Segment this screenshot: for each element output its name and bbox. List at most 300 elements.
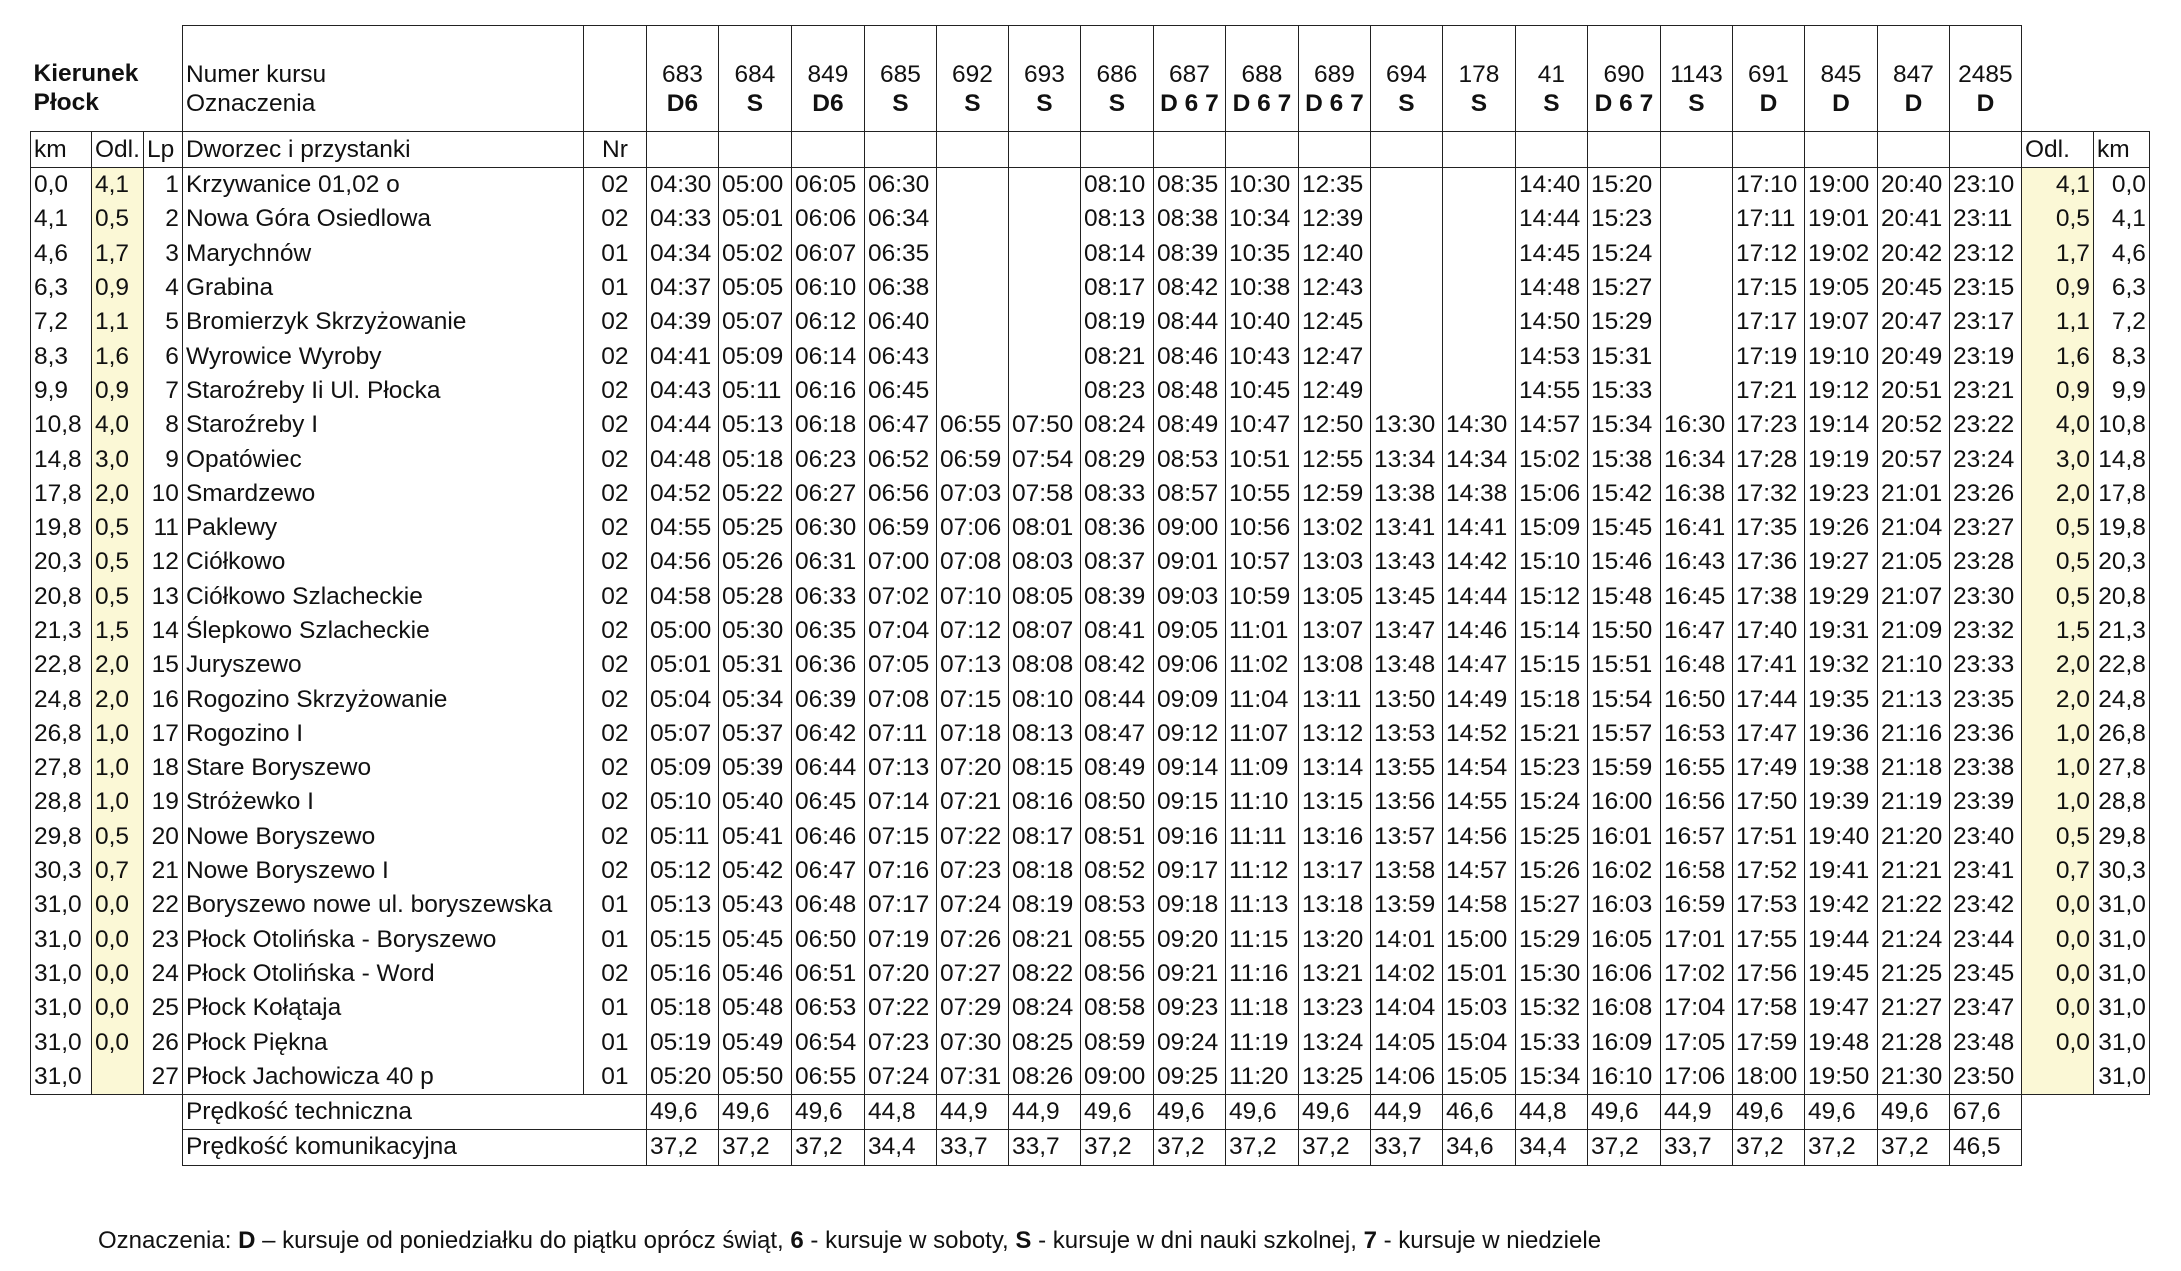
- departure-time: 10:47: [1225, 408, 1298, 442]
- departure-time: 19:14: [1804, 408, 1877, 442]
- departure-time: 13:15: [1298, 785, 1370, 819]
- course-marking: D: [1976, 89, 1995, 117]
- departure-time: 05:22: [718, 477, 791, 511]
- departure-time: 19:10: [1804, 339, 1877, 373]
- departure-time: 06:43: [864, 339, 936, 373]
- course-marking: S: [1470, 89, 1488, 117]
- speed-technical-label: Prędkość techniczna: [182, 1095, 646, 1130]
- departure-time: 13:56: [1370, 785, 1442, 819]
- stop-km: 31,0: [31, 991, 92, 1025]
- departure-time: 06:47: [791, 854, 864, 888]
- departure-time: 06:59: [936, 442, 1008, 476]
- stop-lp: 1: [143, 168, 182, 203]
- departure-time: 08:41: [1080, 614, 1153, 648]
- departure-time: 13:21: [1298, 957, 1370, 991]
- course-header: [1080, 26, 1153, 132]
- stop-km: 24,8: [31, 682, 92, 716]
- markings-label: Oznaczenia: [185, 89, 316, 117]
- stop-row: [31, 682, 2150, 716]
- departure-time: 13:12: [1298, 717, 1370, 751]
- course-column-blank: [1370, 132, 1442, 168]
- col-km: km: [31, 132, 92, 168]
- departure-time: 14:01: [1370, 923, 1442, 957]
- departure-time: 09:24: [1153, 1025, 1225, 1059]
- departure-time: 09:17: [1153, 854, 1225, 888]
- departure-time: 14:56: [1442, 820, 1515, 854]
- stop-km-right: 24,8: [2093, 682, 2149, 716]
- stop-lp: 5: [143, 305, 182, 339]
- departure-time: 17:53: [1732, 888, 1804, 922]
- stop-distance: 0,5: [92, 820, 144, 854]
- departure-time: 16:41: [1660, 511, 1732, 545]
- departure-time: 07:19: [864, 923, 936, 957]
- departure-time: 05:11: [646, 820, 718, 854]
- departure-time: 23:24: [1949, 442, 2021, 476]
- timetable: [30, 25, 2150, 1166]
- departure-time: 21:24: [1877, 923, 1949, 957]
- stop-km: 31,0: [31, 1060, 92, 1095]
- stop-distance: 0,9: [92, 271, 144, 305]
- departure-time: 13:25: [1298, 1060, 1370, 1095]
- departure-time: 17:28: [1732, 442, 1804, 476]
- course-header: [1153, 26, 1225, 132]
- course-column-blank: [1008, 132, 1080, 168]
- departure-time: 13:23: [1298, 991, 1370, 1025]
- departure-time: 07:20: [864, 957, 936, 991]
- departure-time: 16:30: [1660, 408, 1732, 442]
- course-number: 689: [1313, 60, 1355, 88]
- stop-distance: 2,0: [92, 682, 144, 716]
- stop-distance-right: 0,5: [2021, 202, 2093, 236]
- departure-time: 05:13: [718, 408, 791, 442]
- departure-time: 14:40: [1515, 168, 1587, 203]
- course-column-blank: [1949, 132, 2021, 168]
- departure-time: 16:34: [1660, 442, 1732, 476]
- stop-lp: 19: [143, 785, 182, 819]
- speed-technical-value: 49,6: [791, 1095, 864, 1130]
- stop-km: 9,9: [31, 374, 92, 408]
- departure-time: 07:13: [864, 751, 936, 785]
- departure-time: 05:25: [718, 511, 791, 545]
- departure-time: 14:41: [1442, 511, 1515, 545]
- stop-km: 31,0: [31, 888, 92, 922]
- departure-time: 08:35: [1153, 168, 1225, 203]
- col-lp: Lp: [143, 132, 182, 168]
- departure-time: 07:23: [864, 1025, 936, 1059]
- stop-km: 28,8: [31, 785, 92, 819]
- stop-distance-right: 1,0: [2021, 751, 2093, 785]
- course-number: 694: [1385, 60, 1427, 88]
- departure-time: 05:37: [718, 717, 791, 751]
- departure-time: 17:58: [1732, 991, 1804, 1025]
- stop-distance: [92, 1060, 144, 1095]
- departure-time: 06:55: [936, 408, 1008, 442]
- stop-row: [31, 408, 2150, 442]
- departure-time: 13:11: [1298, 682, 1370, 716]
- stop-distance-right: 0,0: [2021, 1025, 2093, 1059]
- stop-distance-right: 2,0: [2021, 477, 2093, 511]
- departure-time: 17:49: [1732, 751, 1804, 785]
- departure-time: 16:48: [1660, 648, 1732, 682]
- col-stops: Dworzec i przystanki: [182, 132, 583, 168]
- stop-row: [31, 751, 2150, 785]
- departure-time: 12:43: [1298, 271, 1370, 305]
- departure-time: 21:07: [1877, 580, 1949, 614]
- departure-time: 21:28: [1877, 1025, 1949, 1059]
- speed-technical-value: 44,9: [1008, 1095, 1080, 1130]
- departure-time: 17:23: [1732, 408, 1804, 442]
- stop-km-right: 14,8: [2093, 442, 2149, 476]
- departure-time: 21:25: [1877, 957, 1949, 991]
- stop-distance-right: 1,6: [2021, 339, 2093, 373]
- stop-distance-right: 0,5: [2021, 545, 2093, 579]
- stop-distance: 0,5: [92, 545, 144, 579]
- stop-distance-right: 1,7: [2021, 237, 2093, 271]
- departure-time: 10:45: [1225, 374, 1298, 408]
- departure-time: 14:48: [1515, 271, 1587, 305]
- speed-communication-value: 37,2: [1153, 1130, 1225, 1165]
- stop-row: [31, 888, 2150, 922]
- departure-time: [1370, 305, 1442, 339]
- course-marking: D: [1759, 89, 1778, 117]
- course-number: 1143: [1670, 60, 1723, 88]
- stop-row: [31, 442, 2150, 476]
- departure-time: 16:50: [1660, 682, 1732, 716]
- direction-cell: [31, 26, 183, 132]
- stop-nr: 01: [583, 923, 646, 957]
- course-column-blank: [791, 132, 864, 168]
- departure-time: 19:12: [1804, 374, 1877, 408]
- departure-time: [1370, 339, 1442, 373]
- departure-time: 04:58: [646, 580, 718, 614]
- speed-communication-value: 33,7: [1370, 1130, 1442, 1165]
- departure-time: 05:49: [718, 1025, 791, 1059]
- course-marking: S: [1108, 89, 1126, 117]
- stop-km: 26,8: [31, 717, 92, 751]
- stop-row: [31, 923, 2150, 957]
- stop-nr: 02: [583, 305, 646, 339]
- departure-time: 15:00: [1442, 923, 1515, 957]
- departure-time: 23:11: [1949, 202, 2021, 236]
- departure-time: 11:20: [1225, 1060, 1298, 1095]
- stop-nr: 02: [583, 820, 646, 854]
- stop-name: Płock Piękna: [182, 1025, 583, 1059]
- stop-distance: 4,0: [92, 408, 144, 442]
- stop-km: 8,3: [31, 339, 92, 373]
- departure-time: 07:22: [936, 820, 1008, 854]
- departure-time: 13:57: [1370, 820, 1442, 854]
- stop-km: 10,8: [31, 408, 92, 442]
- departure-time: 17:47: [1732, 717, 1804, 751]
- departure-time: 14:58: [1442, 888, 1515, 922]
- departure-time: 20:57: [1877, 442, 1949, 476]
- stop-name: Ciółkowo: [182, 545, 583, 579]
- departure-time: 07:03: [936, 477, 1008, 511]
- departure-time: 20:52: [1877, 408, 1949, 442]
- stop-lp: 12: [143, 545, 182, 579]
- departure-time: 05:26: [718, 545, 791, 579]
- departure-time: 20:49: [1877, 339, 1949, 373]
- stop-name: Paklewy: [182, 511, 583, 545]
- course-marking: S: [964, 89, 981, 117]
- course-column-blank: [1804, 132, 1877, 168]
- speed-right-blank: [2021, 1095, 2149, 1130]
- departure-time: 06:51: [791, 957, 864, 991]
- departure-time: 08:51: [1080, 820, 1153, 854]
- departure-time: 05:50: [718, 1060, 791, 1095]
- departure-time: 05:13: [646, 888, 718, 922]
- departure-time: 23:44: [1949, 923, 2021, 957]
- course-number: 685: [879, 60, 921, 88]
- departure-time: 13:16: [1298, 820, 1370, 854]
- course-column-blank: [1877, 132, 1949, 168]
- departure-time: 13:05: [1298, 580, 1370, 614]
- stop-distance-right: 0,0: [2021, 923, 2093, 957]
- stop-distance-right: 4,1: [2021, 168, 2093, 203]
- departure-time: 06:33: [791, 580, 864, 614]
- stop-row: [31, 648, 2150, 682]
- departure-time: 17:04: [1660, 991, 1732, 1025]
- departure-time: 07:27: [936, 957, 1008, 991]
- stop-nr: 01: [583, 991, 646, 1025]
- departure-time: 16:43: [1660, 545, 1732, 579]
- legend-prefix: Oznaczenia:: [98, 1227, 239, 1254]
- departure-time: 09:06: [1153, 648, 1225, 682]
- departure-time: [936, 305, 1008, 339]
- departure-time: 23:39: [1949, 785, 2021, 819]
- departure-time: 09:16: [1153, 820, 1225, 854]
- departure-time: 15:27: [1515, 888, 1587, 922]
- departure-time: 07:54: [1008, 442, 1080, 476]
- legend-d-code: D: [238, 1227, 256, 1254]
- stop-distance: 0,0: [92, 888, 144, 922]
- departure-time: 07:24: [936, 888, 1008, 922]
- departure-time: 07:13: [936, 648, 1008, 682]
- departure-time: 16:06: [1587, 957, 1660, 991]
- stop-lp: 23: [143, 923, 182, 957]
- departure-time: 06:06: [791, 202, 864, 236]
- speed-communication-value: 46,5: [1949, 1130, 2021, 1165]
- stop-km-right: 4,1: [2093, 202, 2149, 236]
- departure-time: 19:41: [1804, 854, 1877, 888]
- stop-nr: 02: [583, 511, 646, 545]
- stop-km: 6,3: [31, 271, 92, 305]
- departure-time: 07:15: [936, 682, 1008, 716]
- departure-time: 07:06: [936, 511, 1008, 545]
- stop-nr: 01: [583, 237, 646, 271]
- stop-row: [31, 820, 2150, 854]
- departure-time: 14:49: [1442, 682, 1515, 716]
- stop-distance-right: 3,0: [2021, 442, 2093, 476]
- departure-time: 11:11: [1225, 820, 1298, 854]
- departure-time: 05:48: [718, 991, 791, 1025]
- departure-time: 10:34: [1225, 202, 1298, 236]
- departure-time: 20:42: [1877, 237, 1949, 271]
- departure-time: 16:38: [1660, 477, 1732, 511]
- departure-time: 19:36: [1804, 717, 1877, 751]
- departure-time: 17:41: [1732, 648, 1804, 682]
- departure-time: 10:56: [1225, 511, 1298, 545]
- course-marking: D: [1904, 89, 1923, 117]
- stop-distance-right: 2,0: [2021, 682, 2093, 716]
- departure-time: 17:19: [1732, 339, 1804, 373]
- departure-time: 11:07: [1225, 717, 1298, 751]
- stop-lp: 24: [143, 957, 182, 991]
- departure-time: 07:16: [864, 854, 936, 888]
- departure-time: 23:22: [1949, 408, 2021, 442]
- stop-name: Marychnów: [182, 237, 583, 271]
- course-marking: D6: [666, 89, 699, 117]
- departure-time: [1442, 237, 1515, 271]
- stop-km: 19,8: [31, 511, 92, 545]
- legend-s-text: - kursuje w dni nauki szkolnej,: [1031, 1227, 1364, 1254]
- departure-time: 09:25: [1153, 1060, 1225, 1095]
- stop-lp: 3: [143, 237, 182, 271]
- departure-time: 09:12: [1153, 717, 1225, 751]
- stop-distance: 4,1: [92, 168, 144, 203]
- stop-row: [31, 339, 2150, 373]
- departure-time: 19:00: [1804, 168, 1877, 203]
- speed-technical-value: 49,6: [1225, 1095, 1298, 1130]
- departure-time: 21:21: [1877, 854, 1949, 888]
- departure-time: 21:19: [1877, 785, 1949, 819]
- departure-time: 16:55: [1660, 751, 1732, 785]
- departure-time: 06:07: [791, 237, 864, 271]
- course-marking: S: [1036, 89, 1053, 117]
- departure-time: 23:21: [1949, 374, 2021, 408]
- course-column-blank: [864, 132, 936, 168]
- departure-time: 09:23: [1153, 991, 1225, 1025]
- departure-time: 21:10: [1877, 648, 1949, 682]
- stop-row: [31, 854, 2150, 888]
- departure-time: 13:55: [1370, 751, 1442, 785]
- departure-time: 08:25: [1008, 1025, 1080, 1059]
- stop-km: 30,3: [31, 854, 92, 888]
- course-header: [646, 26, 718, 132]
- stop-km-right: 26,8: [2093, 717, 2149, 751]
- departure-time: 08:10: [1008, 682, 1080, 716]
- stop-km-right: 21,3: [2093, 614, 2149, 648]
- departure-time: 13:08: [1298, 648, 1370, 682]
- departure-time: [936, 271, 1008, 305]
- departure-time: 06:50: [791, 923, 864, 957]
- departure-time: 07:29: [936, 991, 1008, 1025]
- departure-time: 12:55: [1298, 442, 1370, 476]
- departure-time: 06:54: [791, 1025, 864, 1059]
- stop-nr: 02: [583, 648, 646, 682]
- header-right-blank: [2021, 26, 2149, 132]
- departure-time: 13:50: [1370, 682, 1442, 716]
- departure-time: 11:16: [1225, 957, 1298, 991]
- departure-time: 13:48: [1370, 648, 1442, 682]
- departure-time: 13:14: [1298, 751, 1370, 785]
- departure-time: 19:23: [1804, 477, 1877, 511]
- departure-time: 23:36: [1949, 717, 2021, 751]
- departure-time: 07:05: [864, 648, 936, 682]
- departure-time: 15:57: [1587, 717, 1660, 751]
- stop-km-right: 30,3: [2093, 854, 2149, 888]
- course-header: [1442, 26, 1515, 132]
- speed-technical-value: 44,9: [936, 1095, 1008, 1130]
- legend-d-text: – kursuje od poniedziałku do piątku oprócz świąt,: [255, 1227, 791, 1254]
- departure-time: 15:14: [1515, 614, 1587, 648]
- departure-time: 09:00: [1153, 511, 1225, 545]
- speed-communication-value: 34,6: [1442, 1130, 1515, 1165]
- stop-distance: 0,5: [92, 202, 144, 236]
- speed-technical-value: 44,8: [864, 1095, 936, 1130]
- speed-communication-value: 34,4: [864, 1130, 936, 1165]
- departure-time: 08:16: [1008, 785, 1080, 819]
- departure-time: 23:30: [1949, 580, 2021, 614]
- departure-time: 08:03: [1008, 545, 1080, 579]
- departure-time: 15:15: [1515, 648, 1587, 682]
- departure-time: 08:13: [1080, 202, 1153, 236]
- departure-time: 16:58: [1660, 854, 1732, 888]
- departure-time: 08:44: [1080, 682, 1153, 716]
- departure-time: 06:52: [864, 442, 936, 476]
- departure-time: 08:39: [1080, 580, 1153, 614]
- departure-time: 16:05: [1587, 923, 1660, 957]
- col-odl-right: Odl.: [2021, 132, 2093, 168]
- course-column-blank: [936, 132, 1008, 168]
- departure-time: 08:29: [1080, 442, 1153, 476]
- departure-time: 23:19: [1949, 339, 2021, 373]
- departure-time: [1442, 202, 1515, 236]
- departure-time: 05:46: [718, 957, 791, 991]
- departure-time: [1008, 237, 1080, 271]
- course-number: 849: [807, 60, 849, 88]
- departure-time: 06:18: [791, 408, 864, 442]
- departure-time: 08:33: [1080, 477, 1153, 511]
- departure-time: 14:02: [1370, 957, 1442, 991]
- departure-time: 23:26: [1949, 477, 2021, 511]
- course-header: [1225, 26, 1298, 132]
- stop-nr: 02: [583, 854, 646, 888]
- course-header: [718, 26, 791, 132]
- stop-distance-right: 1,1: [2021, 305, 2093, 339]
- departure-time: 15:29: [1515, 923, 1587, 957]
- departure-time: 08:53: [1153, 442, 1225, 476]
- departure-time: 11:09: [1225, 751, 1298, 785]
- departure-time: 15:48: [1587, 580, 1660, 614]
- stop-nr: 02: [583, 785, 646, 819]
- departure-time: 17:50: [1732, 785, 1804, 819]
- stop-name: Stróżewko I: [182, 785, 583, 819]
- departure-time: 08:08: [1008, 648, 1080, 682]
- course-marking: D 6 7: [1305, 89, 1364, 117]
- speed-communication-value: 37,2: [791, 1130, 864, 1165]
- course-column-blank: [1587, 132, 1660, 168]
- departure-time: 05:39: [718, 751, 791, 785]
- departure-time: 21:16: [1877, 717, 1949, 751]
- departure-time: [1660, 202, 1732, 236]
- departure-time: 04:48: [646, 442, 718, 476]
- departure-time: 13:34: [1370, 442, 1442, 476]
- departure-time: 17:11: [1732, 202, 1804, 236]
- legend-seven-code: 7: [1363, 1227, 1377, 1254]
- departure-time: 17:59: [1732, 1025, 1804, 1059]
- departure-time: 07:04: [864, 614, 936, 648]
- stop-km: 27,8: [31, 751, 92, 785]
- departure-time: 10:38: [1225, 271, 1298, 305]
- departure-time: 05:16: [646, 957, 718, 991]
- departure-time: 07:21: [936, 785, 1008, 819]
- departure-time: 23:50: [1949, 1060, 2021, 1095]
- departure-time: 10:30: [1225, 168, 1298, 203]
- departure-time: 05:11: [718, 374, 791, 408]
- legend-seven-text: - kursuje w niedziele: [1376, 1227, 1602, 1254]
- departure-time: 15:01: [1442, 957, 1515, 991]
